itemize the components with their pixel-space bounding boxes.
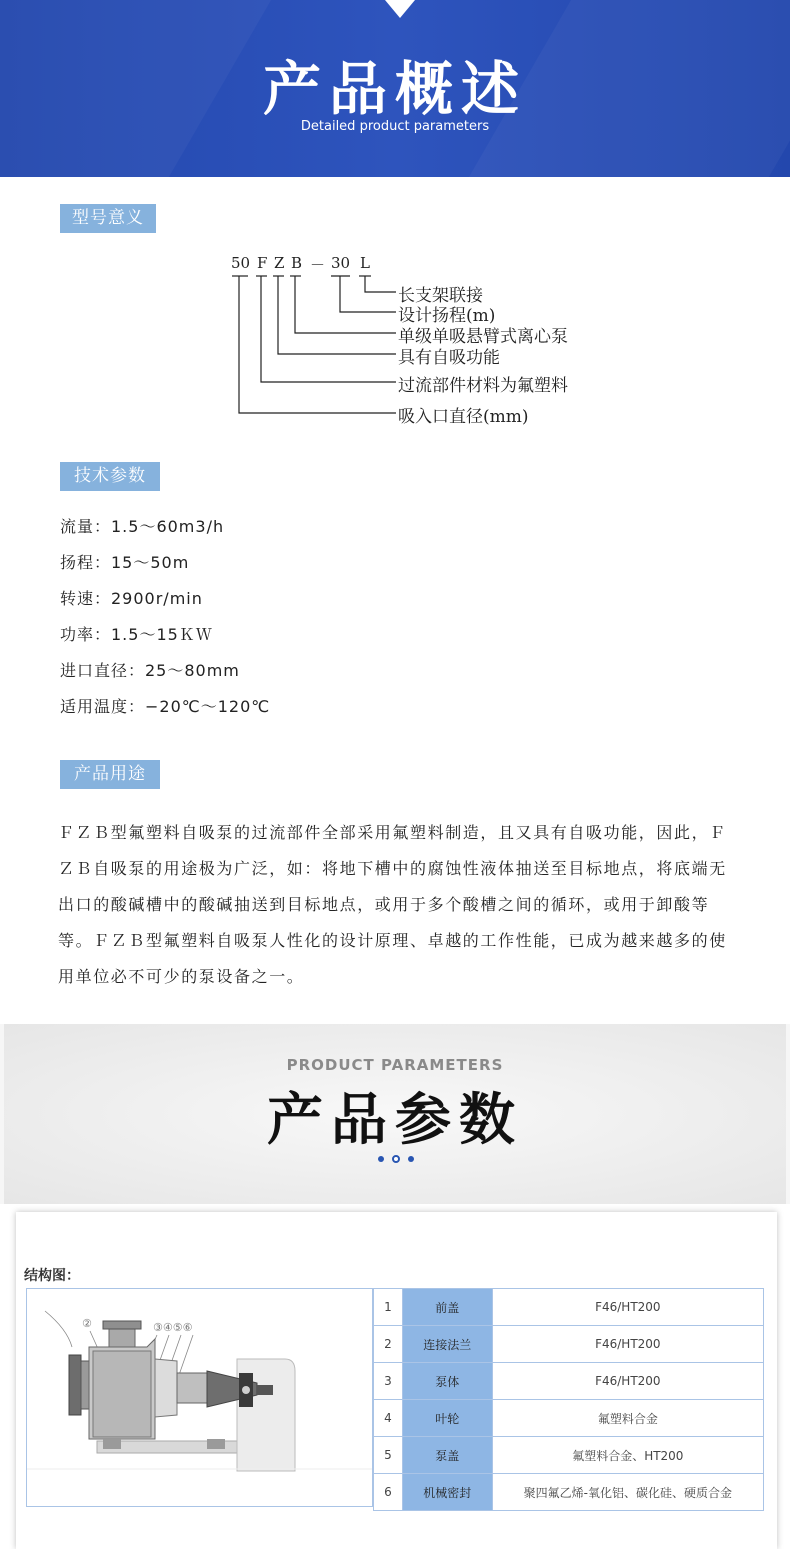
spec-power: 功率：1.5～15ＫＷ [60, 625, 213, 644]
part-name: 连接法兰 [402, 1326, 492, 1363]
structure-title: 结构图： [24, 1268, 80, 1284]
table-row [374, 1474, 764, 1511]
dot-icon [392, 1155, 400, 1163]
banner-title: 产品概述 [262, 55, 527, 123]
params-english-title: PRODUCT PARAMETERS [286, 1056, 504, 1074]
code-pump-type: B [291, 254, 303, 272]
banner-subtitle: Detailed product parameters [300, 119, 490, 134]
table-row [374, 1400, 764, 1437]
model-explanation: 单级单吸悬臂式离心泵 [398, 327, 568, 347]
spec-head: 扬程：15～50m [60, 553, 190, 572]
params-header-band [0, 1024, 790, 1204]
model-explanation: 过流部件材料为氟塑料 [398, 376, 568, 396]
model-explanation: 吸入口直径(mm) [398, 407, 529, 427]
code-head: 30 [331, 254, 351, 272]
code-bracket: L [360, 254, 370, 272]
part-material: F46/HT200 [492, 1289, 763, 1326]
params-chinese-title: 产品参数 [267, 1088, 523, 1153]
pump-cross-section-image [27, 1289, 372, 1506]
structure-panel [16, 1212, 777, 1549]
overview-banner [0, 0, 790, 177]
decorative-dots [376, 1154, 416, 1164]
spec-inlet-diameter: 进口直径：25～80mm [60, 661, 240, 680]
model-diagram [230, 254, 610, 434]
part-material: F46/HT200 [492, 1326, 763, 1363]
code-dash: － [310, 256, 326, 274]
part-number: 6 [374, 1474, 403, 1511]
pump-drawing [26, 1288, 373, 1507]
model-explanation: 长支架联接 [398, 286, 483, 306]
table-row [374, 1289, 764, 1326]
section-label-usage: 产品用途 [60, 760, 160, 789]
spec-temperature: 适用温度：−20℃～120℃ [60, 697, 271, 716]
table-row [374, 1437, 764, 1474]
table-row [374, 1363, 764, 1400]
part-name: 泵体 [402, 1363, 492, 1400]
section-label-model: 型号意义 [60, 204, 156, 233]
part-number: 1 [374, 1289, 403, 1326]
part-material: 氟塑料合金 [492, 1400, 763, 1437]
part-number: 3 [374, 1363, 403, 1400]
code-material: F [257, 254, 268, 272]
code-diameter: 50 [231, 254, 251, 272]
parts-table [373, 1288, 764, 1511]
pump-callout-2: ② [82, 1317, 92, 1330]
part-material: F46/HT200 [492, 1363, 763, 1400]
part-material: 氟塑料合金、HT200 [492, 1437, 763, 1474]
part-name: 机械密封 [402, 1474, 492, 1511]
part-name: 叶轮 [402, 1400, 492, 1437]
banner-notch [385, 0, 415, 18]
part-number: 5 [374, 1437, 403, 1474]
spec-speed: 转速：2900r/min [60, 589, 203, 608]
dot-icon [408, 1156, 414, 1162]
dot-icon [378, 1156, 384, 1162]
part-number: 2 [374, 1326, 403, 1363]
pump-callout-3-6: ③④⑤⑥ [153, 1321, 193, 1334]
section-label-specs: 技术参数 [60, 462, 160, 491]
part-name: 泵盖 [402, 1437, 492, 1474]
model-explanation: 设计扬程(m) [398, 306, 496, 326]
table-row [374, 1326, 764, 1363]
part-material: 聚四氟乙烯-氧化铝、碳化硅、硬质合金 [492, 1474, 763, 1511]
code-self-priming: Z [274, 254, 285, 272]
part-name: 前盖 [402, 1289, 492, 1326]
spec-flow: 流量：1.5～60m3/h [60, 517, 225, 536]
part-number: 4 [374, 1400, 403, 1437]
usage-paragraph: ＦＺＢ型氟塑料自吸泵的过流部件全部采用氟塑料制造，且又具有自吸功能，因此，ＦＺＢ自吸泵的用途极为广泛，如：将地下槽中的腐蚀性液体抽送至目标地点，将底端无出口的酸碱槽中的酸碱抽送到目标地点，或用于多个酸槽之间的循环，或用于卸酸等等。ＦＺＢ型氟塑料自吸泵人性化的设计原理、卓越的工作性能，已成为越来越多的使用单位必不可少的泵设备之一。 [58, 823, 727, 986]
model-explanation: 具有自吸功能 [398, 348, 500, 368]
